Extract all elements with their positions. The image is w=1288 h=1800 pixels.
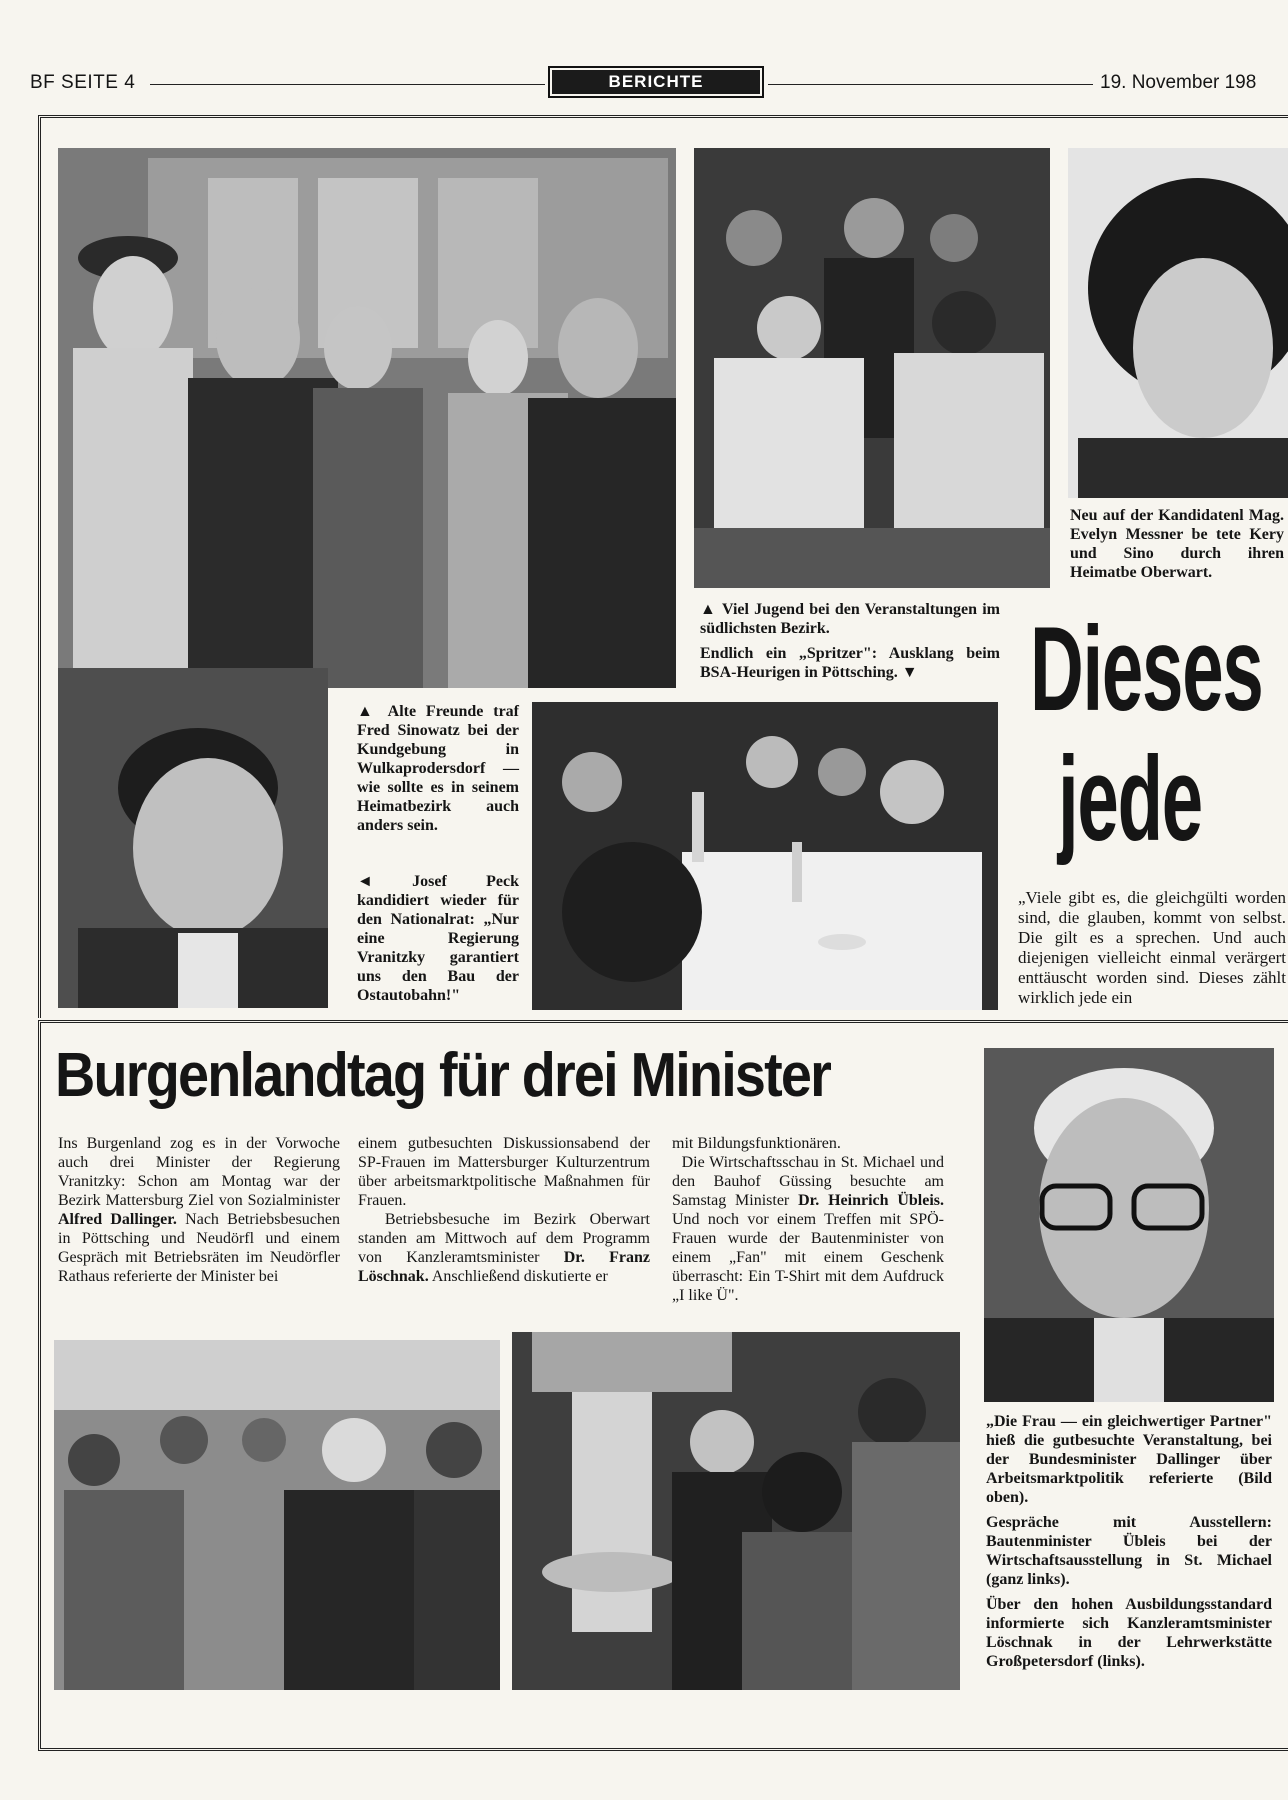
photo-image bbox=[512, 1332, 960, 1690]
photo-image bbox=[694, 148, 1050, 588]
caption-messner-text: Neu auf der Kandidatenl Mag. Evelyn Messner be tete Kery und Sino durch ihren Heimatbe Oberwart. bbox=[1070, 507, 1284, 581]
caption-freunde bbox=[357, 702, 519, 841]
captions-bottom-right bbox=[986, 1412, 1272, 1677]
article-column-3 bbox=[672, 1134, 944, 1305]
col3-name: Dr. Heinrich Übleis. bbox=[798, 1192, 945, 1209]
side-article-text: „Viele gibt es, die gleichgülti worden sind, die glauben, kommt von selbst. Die gilt es a sprechen. Und auch diejenigen vielleicht einmal verärgert enttäuscht worden sind. Dieses zählt wirklich jede ein bbox=[1018, 888, 1286, 1007]
photo-image bbox=[54, 1340, 500, 1690]
photo-image bbox=[984, 1048, 1274, 1402]
page-number: BF SEITE 4 bbox=[30, 72, 136, 93]
caption-ausbildung-text: Über den hohen Ausbildungsstandard informierte sich Kanzleramtsminister Löschnak in der Lehrwerkstätte Großpetersdorf (links). bbox=[986, 1596, 1272, 1670]
photo-image bbox=[58, 668, 328, 1008]
col2-name: Dr. Franz Löschnak. bbox=[358, 1249, 651, 1285]
photo-loeschnak bbox=[512, 1332, 960, 1690]
col1-name: Alfred Dallinger. bbox=[58, 1211, 177, 1228]
section-label-text: BERICHTE bbox=[552, 70, 760, 94]
col2-text-c: Anschließend diskutierte er bbox=[431, 1268, 608, 1285]
photo-image bbox=[532, 702, 998, 1010]
photo-dallinger bbox=[984, 1048, 1274, 1402]
photo-heuriger bbox=[532, 702, 998, 1010]
issue-date: 19. November 198 bbox=[1100, 72, 1257, 93]
photo-messner bbox=[1068, 148, 1288, 498]
caption-peck-text: ◄ Josef Peck kandidiert wieder für den Nationalrat: „Nur eine Regierung Vranitzky garantiert uns den Bau der Ostautobahn!" bbox=[357, 873, 519, 1004]
col2-text-a: einem gutbesuchten Diskussionsabend der SP-Frauen im Mattersburger Kulturzentrum über arbeitsmarktpolitische Maßnahmen für Frauen. bbox=[358, 1135, 650, 1209]
caption-spritzer-text: Endlich ein „Spritzer": Ausklang beim BSA-Heurigen in Pöttsching. ▼ bbox=[700, 645, 1000, 681]
photo-josef-peck bbox=[58, 668, 328, 1008]
photo-sinowatz-friends bbox=[58, 148, 676, 688]
photo-uebleis bbox=[54, 1340, 500, 1690]
col2-text-b: Betriebsbesuche im Bezirk Oberwart standen am Mittwoch auf dem Programm von Kanzleramtsminister bbox=[358, 1211, 650, 1266]
caption-messner bbox=[1070, 506, 1284, 588]
section-label bbox=[548, 66, 764, 98]
col3-text-b: Die Wirtschaftsschau in St. Michael und den Bauhof Güssing besuchte am Samstag Minister bbox=[672, 1154, 945, 1209]
caption-jugend bbox=[700, 600, 1000, 688]
header-rule-left bbox=[150, 84, 545, 85]
side-headline-2: jede bbox=[1058, 732, 1202, 866]
photo-image bbox=[58, 148, 676, 688]
article-column-1 bbox=[58, 1134, 340, 1286]
caption-aussteller-text: Gespräche mit Ausstellern: Bautenminister Übleis bei der Wirtschaftsausstellung in St. Michael (ganz links). bbox=[986, 1514, 1272, 1588]
caption-peck bbox=[357, 872, 519, 1011]
caption-freunde-text: ▲ Alte Freunde traf Fred Sinowatz bei der Kundgebung in Wulkaprodersdorf — wie sollte es in seinem Heimatbezirk auch anders sein. bbox=[357, 703, 519, 834]
side-headline-1: Dieses bbox=[1030, 602, 1263, 736]
caption-jugend-text: ▲ Viel Jugend bei den Veranstaltungen im südlichsten Bezirk. bbox=[700, 601, 1000, 637]
photo-image bbox=[1068, 148, 1288, 498]
col3-text-a: mit Bildungsfunktionären. bbox=[672, 1135, 841, 1152]
col3-text-c: Und noch vor einem Treffen mit SPÖ-Frauen wurde der Bautenminister von einem „Fan" mit einem Geschenk überrascht: Ein T-Shirt mit dem Aufdruck „I like Ü". bbox=[672, 1211, 944, 1304]
header-rule-right bbox=[768, 84, 1093, 85]
main-headline: Burgenlandtag für drei Minister bbox=[55, 1041, 831, 1110]
col1-text-b: Nach Betriebsbesuchen in Pöttsching und Neudörfl und einem Gespräch mit Betriebsräten im Neudörfler Rathaus referierte der Minister bei bbox=[58, 1211, 341, 1285]
caption-frau-text: „Die Frau — ein gleichwertiger Partner" hieß die gutbesuchte Veranstaltung, bei der Bundesminister Dallinger über Arbeitsmarktpolitik referierte (Bild oben). bbox=[986, 1413, 1272, 1506]
col1-text-a: Ins Burgenland zog es in der Vorwoche auch drei Minister der Regierung Vranitzky: Schon am Montag war der Bezirk Mattersburg Ziel von Sozialminister bbox=[58, 1135, 340, 1209]
article-column-2 bbox=[358, 1134, 650, 1286]
photo-jugend bbox=[694, 148, 1050, 588]
